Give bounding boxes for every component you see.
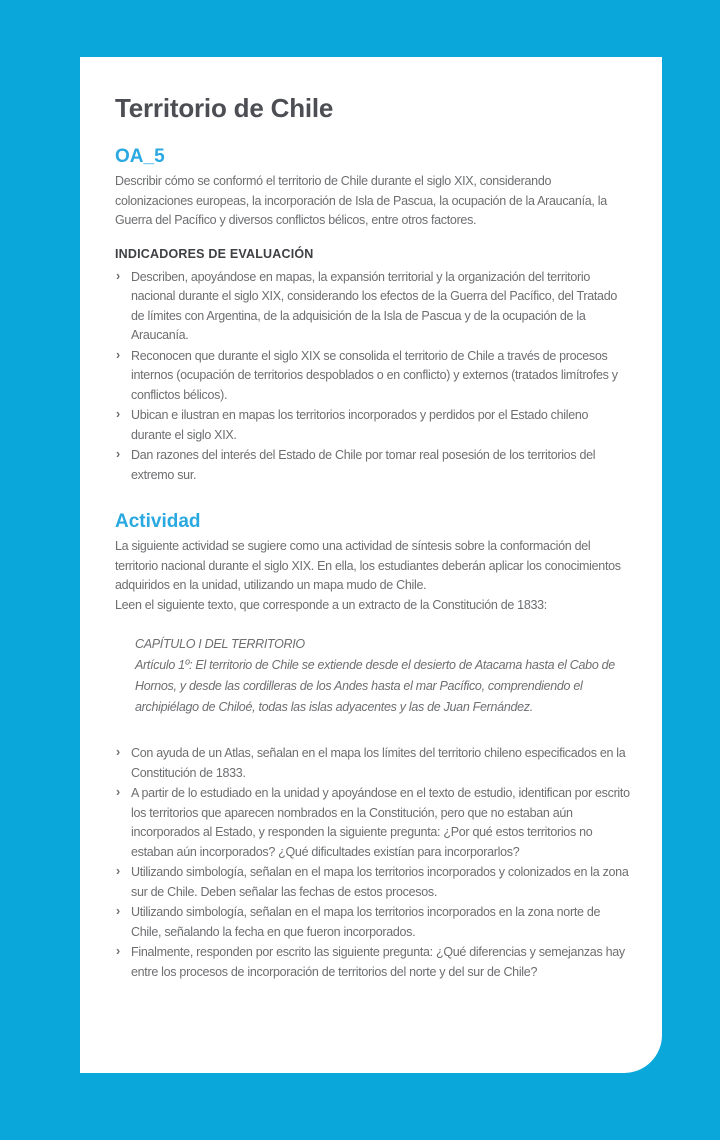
indicators-section bbox=[115, 247, 630, 486]
list-item-text: Finalmente, responden por escrito las siguiente pregunta: ¿Qué diferencias y semejanzas hay entre los procesos de incorporación de territorios del norte y del sur de Chile? bbox=[131, 945, 625, 979]
constitution-quote bbox=[135, 634, 630, 718]
list-item bbox=[115, 268, 630, 346]
activity-section bbox=[115, 511, 630, 982]
list-item bbox=[115, 903, 630, 942]
chevron-bullet-icon: › bbox=[116, 944, 120, 958]
list-item bbox=[115, 744, 630, 783]
activity-intro: La siguiente actividad se sugiere como una actividad de síntesis sobre la conformación del territorio nacional durante el siglo XIX. En ella, los estudiantes deberán aplicar los conocimientos adquiridos en la unidad, utilizando un mapa mudo de Chile. bbox=[115, 539, 621, 592]
list-item bbox=[115, 863, 630, 902]
list-item bbox=[115, 406, 630, 445]
list-item-text: A partir de lo estudiado en la unidad y apoyándose en el texto de estudio, identifican por escrito los territorios que aparecen nombrados en la Constitución, pero que no estaban aún incorporados al Estado, y responden la siguiente pregunta: ¿Por qué estos territorios no estaban aún incorporados? ¿Qué dificultades existían para incorporarlos? bbox=[131, 786, 630, 859]
list-item-text: Con ayuda de un Atlas, señalan en el mapa los límites del territorio chileno especificados en la Constitución de 1833. bbox=[131, 746, 626, 780]
chevron-bullet-icon: › bbox=[116, 864, 120, 878]
page-title: Territorio de Chile bbox=[115, 93, 334, 123]
indicators-list bbox=[115, 268, 630, 486]
activity-steps-list bbox=[115, 744, 630, 982]
activity-heading: Actividad bbox=[115, 511, 201, 532]
chevron-bullet-icon: › bbox=[116, 785, 120, 799]
chevron-bullet-icon: › bbox=[116, 407, 120, 421]
list-item bbox=[115, 446, 630, 485]
list-item bbox=[115, 784, 630, 862]
quote-title: CAPÍTULO I DEL TERRITORIO bbox=[135, 637, 305, 651]
list-item-text: Reconocen que durante el siglo XIX se consolida el territorio de Chile a través de procesos internos (ocupación de territorios despoblados o en conflicto) y externos (tratados limítrofes y conflictos bélicos). bbox=[131, 348, 618, 402]
list-item-text: Utilizando simbología, señalan en el mapa los territorios incorporados en la zona norte de Chile, señalando la fecha en que fueron incorporados. bbox=[131, 905, 601, 939]
list-item-text: Dan razones del interés del Estado de Chile por tomar real posesión de los territorios del extremo sur. bbox=[131, 448, 596, 482]
oa-heading: OA_5 bbox=[115, 146, 165, 167]
oa-description: Describir cómo se conformó el territorio de Chile durante el siglo XIX, considerando colonizaciones europeas, la incorporación de Isla de Pascua, la ocupación de la Araucanía, la Guerra del Pacífico y diversos conflictos bélicos, entre otros factores. bbox=[115, 174, 607, 227]
chevron-bullet-icon: › bbox=[116, 447, 120, 461]
content-card bbox=[80, 57, 662, 1073]
quote-body: Artículo 1º: El territorio de Chile se extiende desde el desierto de Atacama hasta el Cabo de Hornos, y desde las cordilleras de los Andes hasta el mar Pacífico, comprendiendo el archipiélago de Chiloé, todas las islas adyacentes y las de Juan Fernández. bbox=[135, 658, 615, 714]
oa-section bbox=[115, 146, 630, 231]
activity-lead: Leen el siguiente texto, que corresponde a un extracto de la Constitución de 1833: bbox=[115, 597, 547, 612]
indicators-heading: INDICADORES DE EVALUACIÓN bbox=[115, 246, 314, 261]
list-item bbox=[115, 347, 630, 406]
chevron-bullet-icon: › bbox=[116, 268, 120, 283]
list-item-text: Describen, apoyándose en mapas, la expansión territorial y la organización del territorio nacional durante el siglo XIX, considerando los efectos de la Guerra del Pacífico, del Tratado de límites con Argentina, de la adquisición de la Isla de Pascua y de la ocupación de la Araucanía. bbox=[131, 269, 617, 342]
chevron-bullet-icon: › bbox=[116, 347, 120, 362]
chevron-bullet-icon: › bbox=[116, 904, 120, 918]
list-item-text: Ubican e ilustran en mapas los territorios incorporados y perdidos por el Estado chileno durante el siglo XIX. bbox=[131, 408, 589, 442]
list-item bbox=[115, 943, 630, 982]
list-item-text: Utilizando simbología, señalan en el mapa los territorios incorporados y colonizados en la zona sur de Chile. Deben señalar las fechas de estos procesos. bbox=[131, 865, 629, 899]
chevron-bullet-icon: › bbox=[116, 745, 120, 759]
